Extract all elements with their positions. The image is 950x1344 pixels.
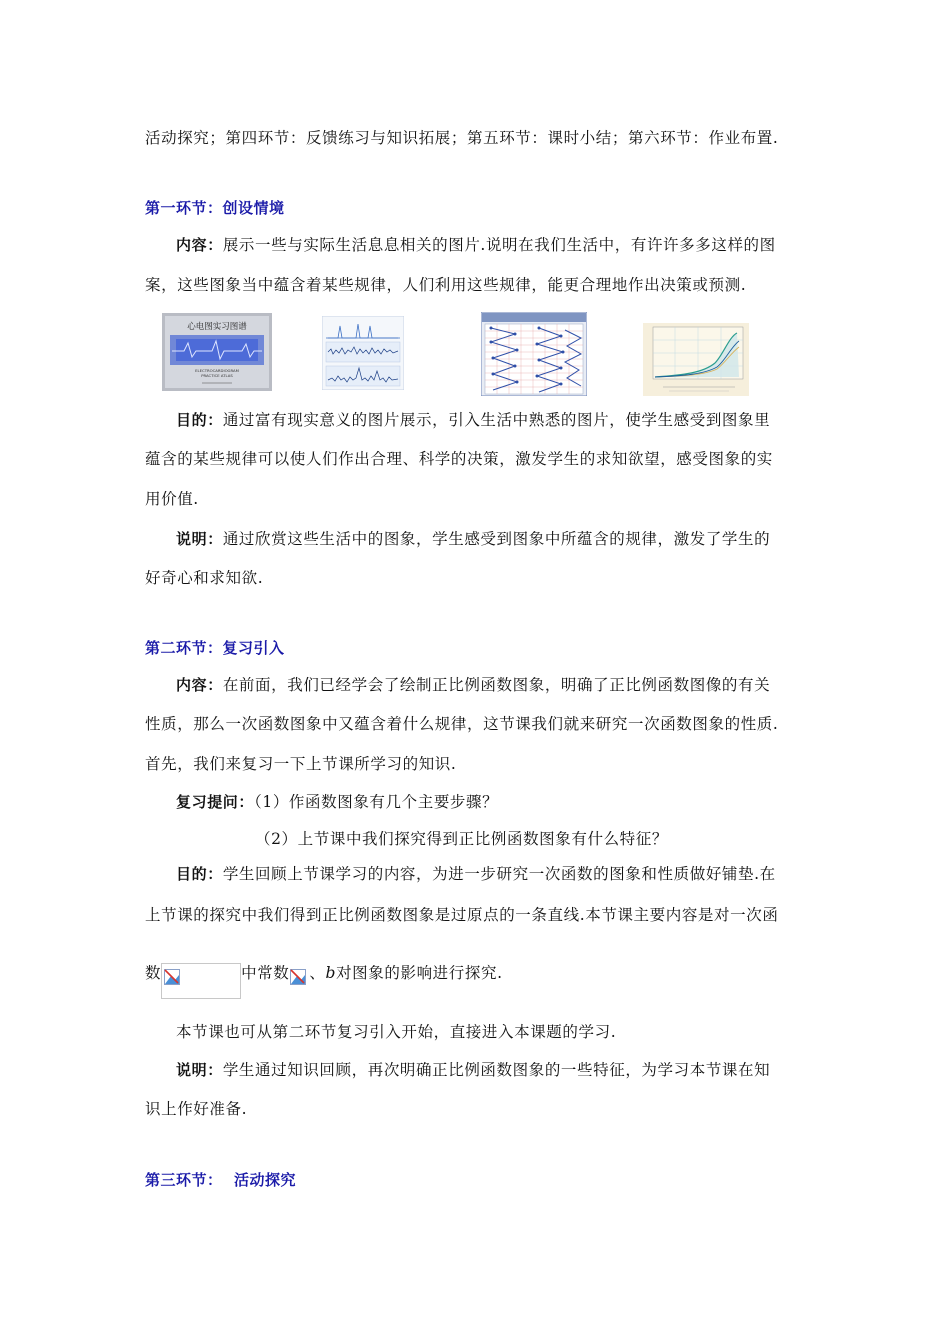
signal-graphs-image — [322, 316, 404, 390]
text-line: 性质，那么一次函数图象中又蕴含着什么规律，这节课我们就来研究一次函数图象的性质. — [145, 715, 779, 733]
ecg-book-subtitle: ELECTROCARDIOGRAM — [195, 368, 239, 373]
text: 展示一些与实际生活息息相关的图片.说明在我们生活中，有许许多多这样的图 — [222, 236, 776, 254]
paragraph-note-1 — [176, 529, 770, 549]
curve-graph-image — [643, 323, 749, 396]
text-line: 识上作好准备. — [145, 1100, 248, 1118]
text-line: 首先，我们来复习一下上节课所学习的知识. — [145, 755, 457, 773]
broken-image-icon — [290, 969, 306, 985]
section-heading-1: 第一环节：创设情境 — [145, 199, 285, 217]
review-questions — [176, 792, 498, 812]
label: 目的： — [176, 865, 223, 883]
label: 复习提问： — [176, 793, 255, 811]
broken-image-icon — [164, 969, 180, 985]
text-line: 蕴含的某些规律可以使人们作出合理、科学的决策，激发学生的求知欲望，感受图象的实 — [145, 450, 773, 468]
ecg-book-title: 心电图实习图谱 — [187, 322, 247, 332]
text-line-with-formula — [145, 962, 503, 1002]
text-line: 上节课的探究中我们得到正比例函数图象是过原点的一条直线.本节课主要内容是对一次函 — [145, 906, 779, 924]
text-line: 案，这些图象当中蕴含着某些规律，人们利用这些规律，能更合理地作出决策或预测. — [145, 276, 747, 294]
paragraph-alternative: 本节课也可从第二环节复习引入开始，直接进入本课题的学习. — [176, 1023, 617, 1041]
question-2: （2）上节课中我们探究得到正比例函数图象有什么特征？ — [255, 830, 668, 848]
constant-image-placeholder — [289, 963, 309, 989]
paragraph-content-2 — [176, 675, 770, 695]
formula-image-placeholder — [161, 963, 241, 999]
text: 在前面，我们已经学会了绘制正比例函数图象，明确了正比例函数图像的有关 — [222, 676, 771, 694]
text: 中常数 — [241, 964, 290, 982]
label: 内容： — [176, 236, 223, 254]
text-line: 好奇心和求知欲. — [145, 569, 264, 587]
paragraph-note-2 — [176, 1060, 770, 1080]
variable-b: b — [325, 964, 337, 982]
section-heading-2: 第二环节：复习引入 — [145, 639, 285, 657]
label: 目的： — [176, 411, 223, 429]
text: 数 — [145, 964, 162, 982]
paragraph-content-1 — [176, 235, 776, 255]
text: 、 — [309, 964, 326, 982]
text: 学生通过知识回顾，再次明确正比例函数图象的一些特征，为学习本节课在知 — [222, 1061, 771, 1079]
section-heading-3: 第三环节： 活动探究 — [145, 1171, 296, 1189]
paragraph-purpose-2 — [176, 864, 776, 884]
text: 对图象的影响进行探究. — [336, 964, 503, 982]
question-1: （1）作函数图象有几个主要步骤？ — [254, 793, 499, 811]
grid-chart-image — [481, 312, 587, 396]
label: 说明： — [176, 530, 223, 548]
text: 学生回顾上节课学习的内容，为进一步研究一次函数的图象和性质做好铺垫.在 — [222, 865, 776, 883]
text-line: 用价值. — [145, 490, 199, 508]
text-line: 活动探究；第四环节：反馈练习与知识拓展；第五环节：课时小结；第六环节：作业布置. — [145, 129, 779, 147]
label: 内容： — [176, 676, 223, 694]
paragraph-purpose-1 — [176, 410, 770, 430]
text: 通过富有现实意义的图片展示，引入生活中熟悉的图片，使学生感受到图象里 — [222, 411, 771, 429]
ecg-book-subtitle-2: PRACTICE ATLAS — [201, 373, 233, 378]
text: 通过欣赏这些生活中的图象，学生感受到图象中所蕴含的规律，激发了学生的 — [222, 530, 771, 548]
label: 说明： — [176, 1061, 223, 1079]
ecg-book-cover-image — [162, 313, 272, 391]
